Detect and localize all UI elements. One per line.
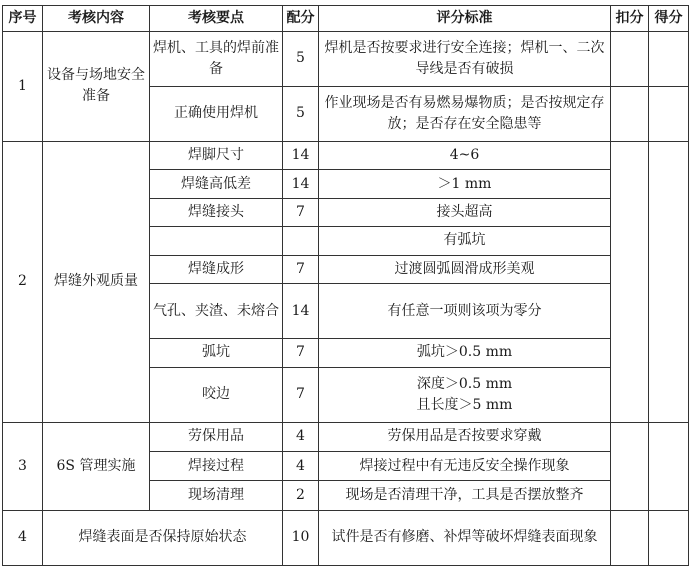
table-row — [3, 32, 689, 87]
score-cell: 7 — [283, 198, 319, 226]
header-content: 考核内容 — [43, 6, 150, 32]
criteria-cell: 试件是否有修磨、补焊等破坏焊缝表面现象 — [319, 510, 611, 565]
criteria-cell: ＞1 mm — [319, 170, 611, 198]
point-cell — [150, 227, 283, 255]
point-cell: 弧坑 — [150, 339, 283, 367]
header-row — [3, 6, 689, 32]
content-cell: 焊缝表面是否保持原始状态 — [43, 510, 283, 565]
criteria-cell: 4~6 — [319, 141, 611, 169]
criteria-cell: 焊机是否按要求进行安全连接；焊机一、二次导线是否有破损 — [319, 32, 611, 87]
criteria-cell — [319, 367, 611, 422]
criteria-cell: 现场是否清理干净，工具是否摆放整齐 — [319, 481, 611, 510]
criteria-line: 深度＞0.5 mm — [416, 375, 513, 392]
got-cell[interactable] — [649, 510, 689, 565]
score-cell: 7 — [283, 339, 319, 367]
score-cell: 10 — [283, 510, 319, 565]
content-cell: 设备与场地安全准备 — [43, 32, 150, 142]
point-cell: 焊缝成形 — [150, 255, 283, 283]
deduct-cell[interactable] — [611, 141, 649, 422]
assessment-table — [2, 5, 689, 566]
point-cell: 焊机、工具的焊前准备 — [150, 32, 283, 87]
criteria-cell: 焊接过程中有无违反安全操作现象 — [319, 451, 611, 480]
deduct-cell[interactable] — [611, 510, 649, 565]
criteria-cell: 有任意一项则该项为零分 — [319, 284, 611, 339]
header-criteria: 评分标准 — [319, 6, 611, 32]
point-cell: 劳保用品 — [150, 422, 283, 451]
score-cell: 2 — [283, 481, 319, 510]
point-cell: 现场清理 — [150, 481, 283, 510]
score-cell: 4 — [283, 451, 319, 480]
score-cell: 5 — [283, 32, 319, 87]
score-cell: 7 — [283, 367, 319, 422]
score-cell: 7 — [283, 255, 319, 283]
score-cell: 14 — [283, 141, 319, 169]
score-cell: 14 — [283, 170, 319, 198]
point-cell: 焊脚尺寸 — [150, 141, 283, 169]
got-cell[interactable] — [649, 86, 689, 141]
header-deduct: 扣分 — [611, 6, 649, 32]
content-cell: 焊缝外观质量 — [43, 141, 150, 422]
criteria-cell: 有弧坑 — [319, 227, 611, 255]
deduct-cell[interactable] — [611, 86, 649, 141]
table-row — [3, 422, 689, 451]
point-cell: 正确使用焊机 — [150, 86, 283, 141]
point-cell: 焊接过程 — [150, 451, 283, 480]
criteria-cell: 弧坑＞0.5 mm — [319, 339, 611, 367]
header-got: 得分 — [649, 6, 689, 32]
score-cell: 5 — [283, 86, 319, 141]
point-cell: 焊缝接头 — [150, 198, 283, 226]
criteria-cell: 作业现场是否有易燃易爆物质；是否按规定存放；是否存在安全隐患等 — [319, 86, 611, 141]
point-cell: 咬边 — [150, 367, 283, 422]
score-cell: 14 — [283, 284, 319, 339]
criteria-line: 且长度＞5 mm — [416, 396, 513, 413]
score-cell: 4 — [283, 422, 319, 451]
deduct-cell[interactable] — [611, 422, 649, 510]
deduct-cell[interactable] — [611, 32, 649, 87]
seq-cell: 2 — [3, 141, 43, 422]
seq-cell: 1 — [3, 32, 43, 142]
content-cell: 6S 管理实施 — [43, 422, 150, 510]
criteria-cell: 劳保用品是否按要求穿戴 — [319, 422, 611, 451]
header-score: 配分 — [283, 6, 319, 32]
got-cell[interactable] — [649, 141, 689, 422]
seq-cell: 3 — [3, 422, 43, 510]
seq-cell: 4 — [3, 510, 43, 565]
header-seq: 序号 — [3, 6, 43, 32]
score-cell — [283, 227, 319, 255]
table-row — [3, 510, 689, 565]
point-cell: 气孔、夹渣、未熔合 — [150, 284, 283, 339]
criteria-cell: 接头超高 — [319, 198, 611, 226]
got-cell[interactable] — [649, 422, 689, 510]
point-cell: 焊缝高低差 — [150, 170, 283, 198]
got-cell[interactable] — [649, 32, 689, 87]
header-point: 考核要点 — [150, 6, 283, 32]
table-row — [3, 141, 689, 169]
criteria-cell: 过渡圆弧圆滑成形美观 — [319, 255, 611, 283]
